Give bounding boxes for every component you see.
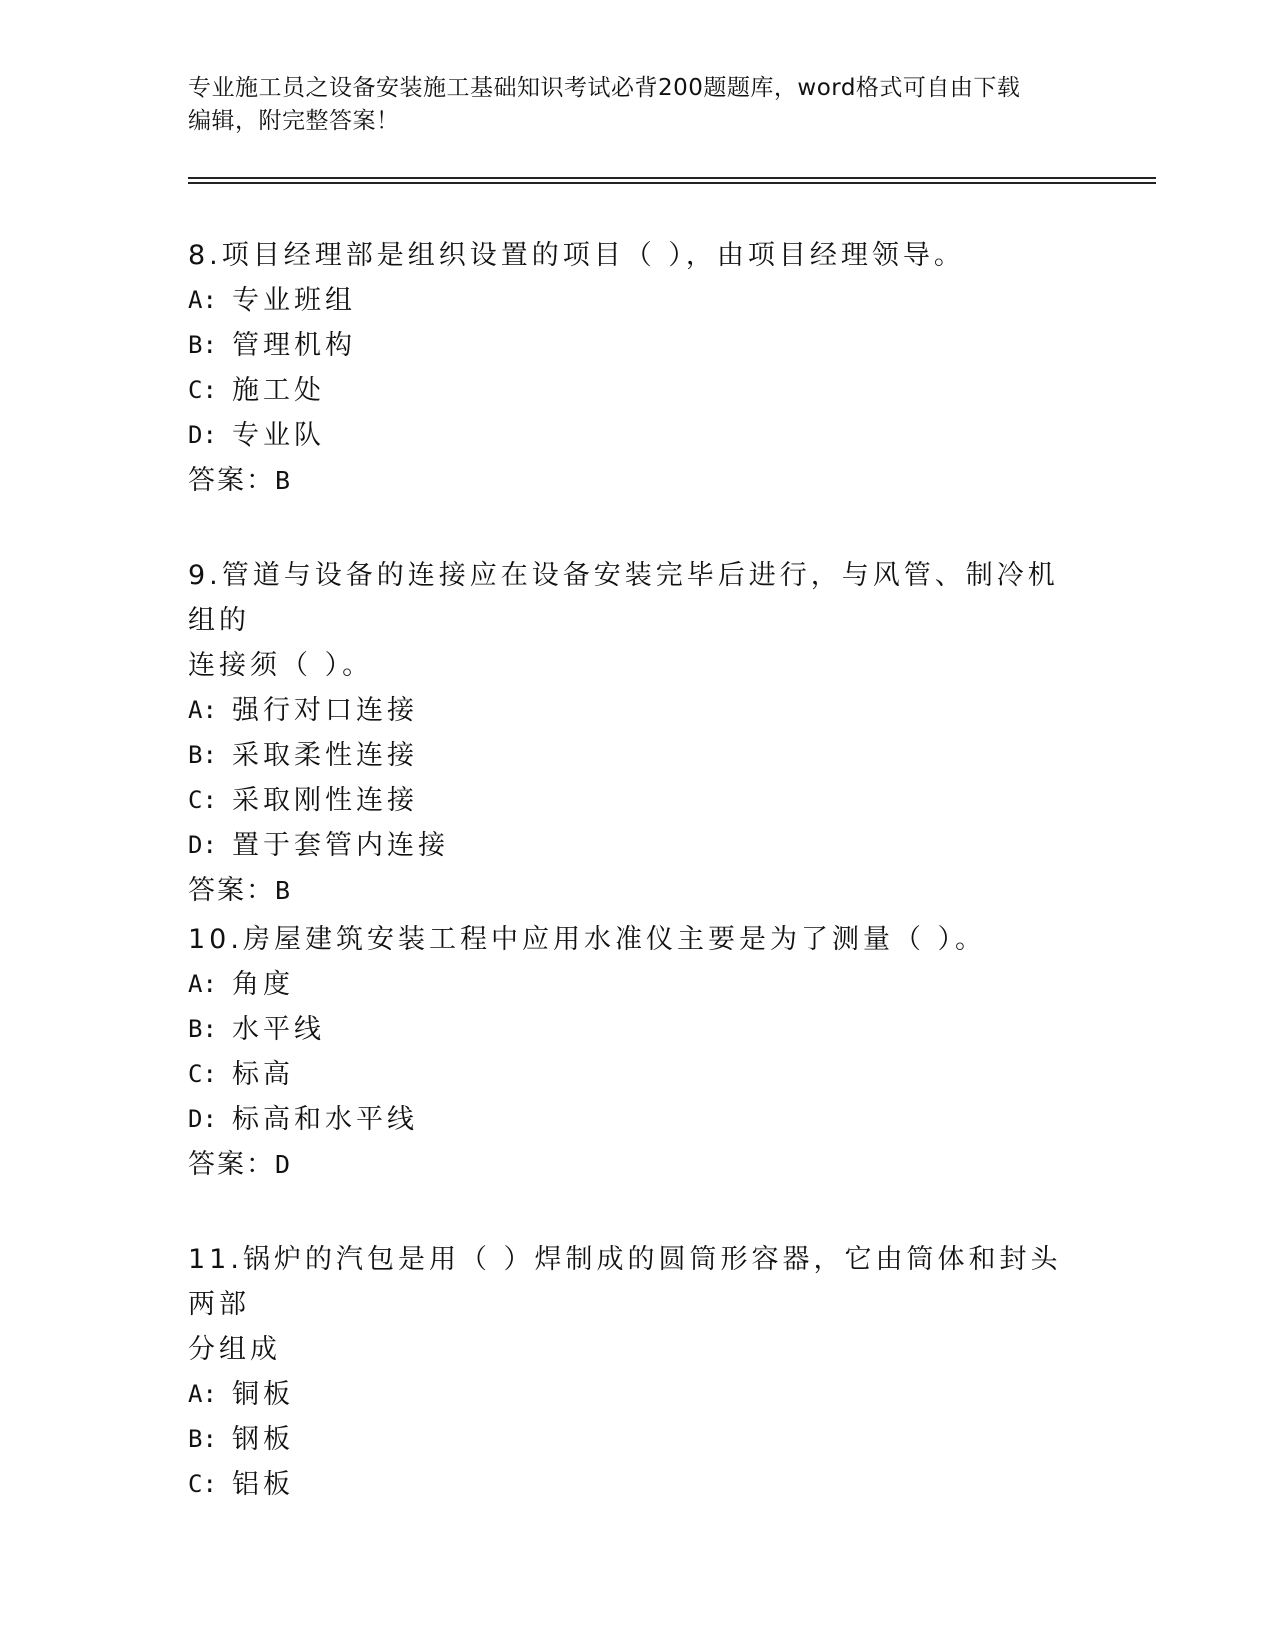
option-text: 强行对口连接 [232, 695, 418, 726]
option-text: 管理机构 [232, 330, 356, 361]
answer-row [188, 458, 1088, 503]
question-9 [188, 553, 1088, 913]
question-8 [188, 233, 1088, 503]
option-text: 标高和水平线 [232, 1104, 418, 1135]
option-b [188, 323, 1088, 368]
header-title-line-1: 专业施工员之设备安装施工基础知识考试必背200题题库，word格式可自由下载 [188, 75, 1021, 101]
option-letter: A: [188, 970, 217, 998]
option-letter: C: [188, 1470, 217, 1498]
option-text: 水平线 [232, 1014, 325, 1045]
option-letter: D: [188, 831, 217, 859]
answer-label: 答案： [188, 875, 275, 906]
option-text: 专业队 [232, 420, 325, 451]
option-text: 角度 [232, 969, 294, 1000]
question-10 [188, 917, 1088, 1187]
option-a [188, 962, 1088, 1007]
question-stem: 8.项目经理部是组织设置的项目（ ），由项目经理领导。 [188, 240, 965, 271]
option-a [188, 688, 1088, 733]
question-11 [188, 1237, 1088, 1507]
option-b [188, 1007, 1088, 1052]
option-text: 钢板 [232, 1424, 294, 1455]
option-d [188, 1097, 1088, 1142]
answer-value: B [275, 466, 293, 495]
option-letter: D: [188, 1105, 217, 1133]
option-letter: A: [188, 1380, 217, 1408]
option-letter: A: [188, 696, 217, 724]
option-text: 铜板 [232, 1379, 294, 1410]
answer-label: 答案： [188, 465, 275, 496]
header-title-line-2: 编辑，附完整答案！ [188, 108, 400, 134]
question-stem-line-1: 9.管道与设备的连接应在设备安装完毕后进行，与风管、制冷机组的 [188, 560, 1059, 636]
option-letter: C: [188, 376, 217, 404]
option-c [188, 1052, 1088, 1097]
option-c [188, 368, 1088, 413]
answer-value: D [275, 1150, 293, 1179]
answer-value: B [275, 876, 293, 905]
question-stem-line-1: 11.锅炉的汽包是用（ ）焊制成的圆筒形容器，它由筒体和封头两部 [188, 1244, 1062, 1320]
header-divider-top [188, 177, 1156, 179]
header-divider-bottom [188, 182, 1156, 184]
option-text: 置于套管内连接 [232, 830, 449, 861]
option-text: 铝板 [232, 1469, 294, 1500]
document-header [188, 72, 1068, 138]
option-d [188, 413, 1088, 458]
answer-row [188, 1142, 1088, 1187]
option-text: 标高 [232, 1059, 294, 1090]
option-letter: B: [188, 331, 217, 359]
answer-row [188, 868, 1088, 913]
option-a [188, 1372, 1088, 1417]
option-c [188, 1462, 1088, 1507]
answer-label: 答案： [188, 1149, 275, 1180]
option-d [188, 823, 1088, 868]
option-b [188, 1417, 1088, 1462]
question-stem-line-2: 分组成 [188, 1334, 281, 1365]
option-text: 施工处 [232, 375, 325, 406]
option-text: 专业班组 [232, 285, 356, 316]
option-letter: A: [188, 286, 217, 314]
question-stem-line-2: 连接须（ ）。 [188, 650, 374, 681]
option-letter: B: [188, 1015, 217, 1043]
option-c [188, 778, 1088, 823]
option-letter: D: [188, 421, 217, 449]
option-letter: C: [188, 786, 217, 814]
option-text: 采取刚性连接 [232, 785, 418, 816]
option-letter: C: [188, 1060, 217, 1088]
option-text: 采取柔性连接 [232, 740, 418, 771]
option-letter: B: [188, 1425, 217, 1453]
option-b [188, 733, 1088, 778]
option-letter: B: [188, 741, 217, 769]
option-a [188, 278, 1088, 323]
question-stem: 10.房屋建筑安装工程中应用水准仪主要是为了测量（ ）。 [188, 924, 987, 955]
